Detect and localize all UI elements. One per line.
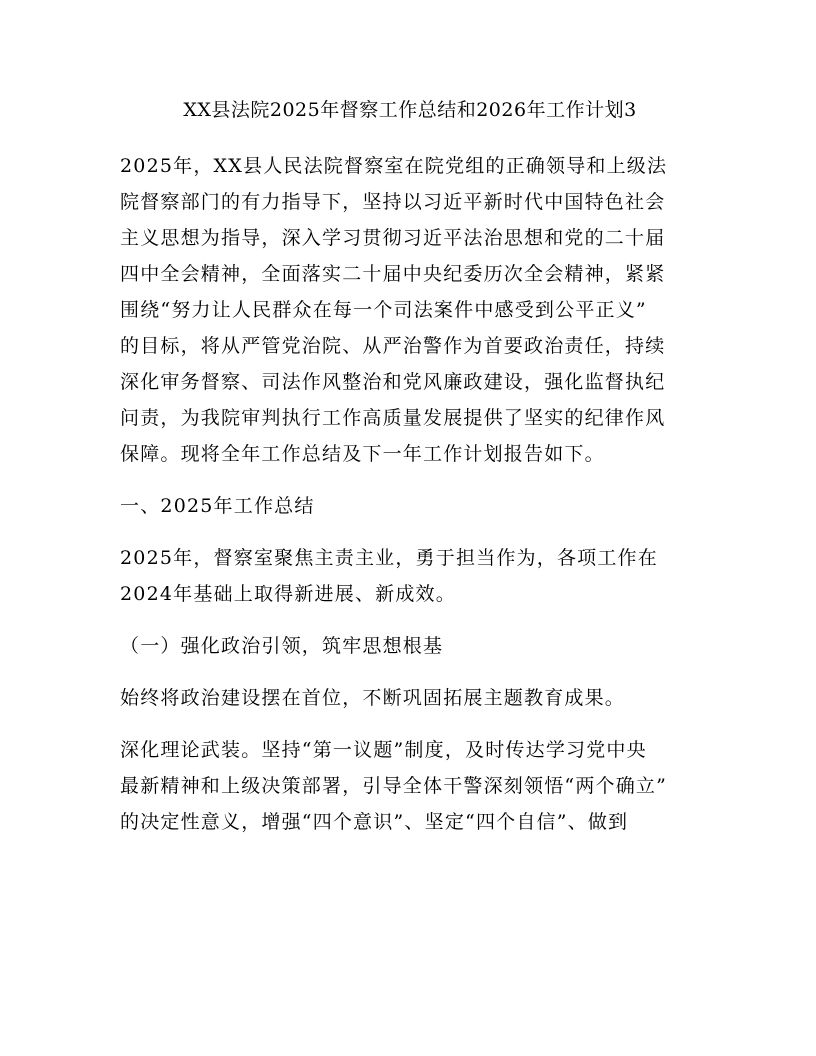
summary-paragraph <box>120 540 700 612</box>
text-line: 围绕“努力让人民群众在每一个司法案件中感受到公平正义” <box>120 299 647 321</box>
text-line: 始终将政治建设摆在首位，不断巩固拓展主题教育成果。 <box>120 687 626 709</box>
text-line: 2024年基础上取得新进展、新成效。 <box>120 583 456 605</box>
document-title: XX县法院2025年督察工作总结和2026年工作计划3 <box>183 99 637 121</box>
section-heading <box>120 488 700 524</box>
intro-paragraph <box>120 148 700 472</box>
text-line: 2025年，督察室聚焦主责主业，勇于担当作为，各项工作在 <box>120 547 658 569</box>
text-line: 问责，为我院审判执行工作高质量发展提供了坚实的纪律作风 <box>120 407 666 429</box>
text-line: 主义思想为指导，深入学习贯彻习近平法治思想和党的二十届 <box>120 227 666 249</box>
text-line: 四中全会精神，全面落实二十届中央纪委历次全会精神，紧紧 <box>120 263 666 285</box>
text-line: 深化理论武装。坚持“第一议题”制度，及时传达学习党中央 <box>120 739 647 761</box>
text-line: 一、2025年工作总结 <box>120 495 315 517</box>
text-line: 保障。现将全年工作总结及下一年工作计划报告如下。 <box>120 443 605 465</box>
body-paragraph <box>120 732 700 840</box>
text-line: 最新精神和上级决策部署，引导全体干警深刻领悟“两个确立” <box>120 775 668 797</box>
text-line: 2025年，XX县人民法院督察室在院党组的正确领导和上级法 <box>120 155 668 177</box>
text-line: 深化审务督察、司法作风整治和党风廉政建设，强化监督执纪 <box>120 371 666 393</box>
body-paragraph <box>120 680 700 716</box>
text-line: 的目标，将从严管党治院、从严治警作为首要政治责任，持续 <box>120 335 666 357</box>
text-line: 的决定性意义，增强“四个意识”、坚定“四个自信”、做到 <box>120 811 629 833</box>
text-line: （一）强化政治引领，筑牢思想根基 <box>120 635 444 657</box>
subsection-heading <box>120 628 700 664</box>
text-line: 院督察部门的有力指导下，坚持以习近平新时代中国特色社会 <box>120 191 666 213</box>
document-page <box>120 92 700 856</box>
